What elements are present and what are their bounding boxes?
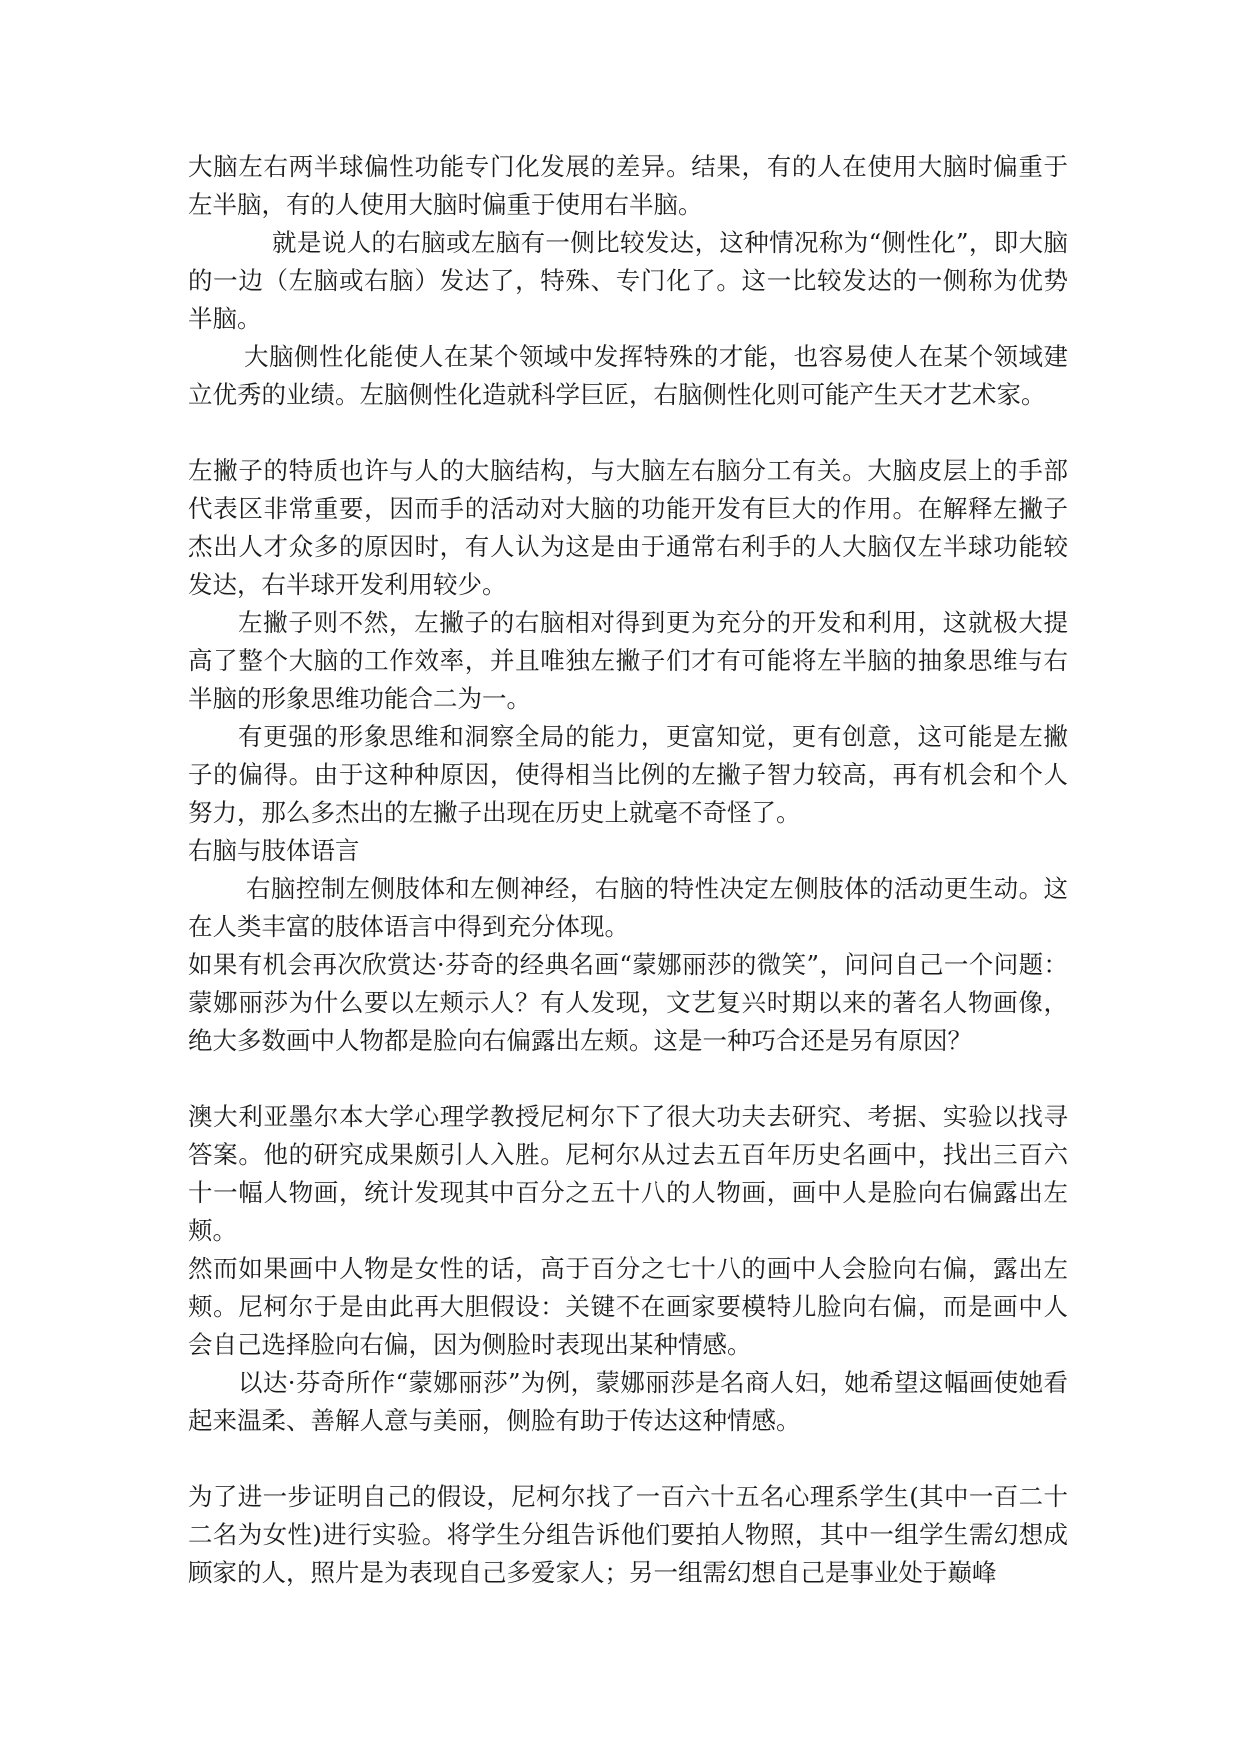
paragraph-7: 右脑控制左侧肢体和左侧神经，右脑的特性决定左侧肢体的活动更生动。这在人类丰富的肢体语言中得到充分体现。	[188, 874, 1068, 941]
paragraph-2: 就是说人的右脑或左脑有一侧比较发达，这种情况称为“侧性化”，即大脑的一边（左脑或右脑）发达了，特殊、专门化了。这一比较发达的一侧称为优势半脑。	[188, 228, 1068, 333]
document-body	[188, 148, 1068, 1592]
paragraph-gap	[188, 1440, 1068, 1478]
paragraph-9: 澳大利亚墨尔本大学心理学教授尼柯尔下了很大功夫去研究、考据、实验以找寻答案。他的研究成果颇引人入胜。尼柯尔从过去五百年历史名画中，找出三百六十一幅人物画，统计发现其中百分之五十八的人物画，画中人是脸向右偏露出左颊。	[188, 1102, 1068, 1245]
paragraph-1: 大脑左右两半球偏性功能专门化发展的差异。结果，有的人在使用大脑时偏重于左半脑，有的人使用大脑时偏重于使用右半脑。	[188, 152, 1068, 219]
section-heading: 右脑与肢体语言	[188, 836, 360, 865]
paragraph-3: 大脑侧性化能使人在某个领域中发挥特殊的才能，也容易使人在某个领域建立优秀的业绩。左脑侧性化造就科学巨匠，右脑侧性化则可能产生天才艺术家。	[188, 342, 1068, 409]
paragraph-4: 左撇子的特质也许与人的大脑结构，与大脑左右脑分工有关。大脑皮层上的手部代表区非常重要，因而手的活动对大脑的功能开发有巨大的作用。在解释左撇子杰出人才众多的原因时，有人认为这是由于通常右利手的人大脑仅左半球功能较发达，右半球开发利用较少。	[188, 456, 1068, 599]
paragraph-gap	[188, 1060, 1068, 1098]
paragraph-11: 以达·芬奇所作“蒙娜丽莎”为例，蒙娜丽莎是名商人妇，她希望这幅画使她看起来温柔、善解人意与美丽，侧脸有助于传达这种情感。	[188, 1368, 1068, 1435]
paragraph-12: 为了进一步证明自己的假设，尼柯尔找了一百六十五名心理系学生(其中一百二十二名为女性)进行实验。将学生分组告诉他们要拍人物照，其中一组学生需幻想成顾家的人，照片是为表现自己多爱家人；另一组需幻想自己是事业处于巅峰	[188, 1482, 1068, 1587]
paragraph-10: 然而如果画中人物是女性的话，高于百分之七十八的画中人会脸向右偏，露出左颊。尼柯尔于是由此再大胆假设：关键不在画家要模特儿脸向右偏，而是画中人会自己选择脸向右偏，因为侧脸时表现出某种情感。	[188, 1254, 1068, 1359]
paragraph-5: 左撇子则不然，左撇子的右脑相对得到更为充分的开发和利用，这就极大提高了整个大脑的工作效率，并且唯独左撇子们才有可能将左半脑的抽象思维与右半脑的形象思维功能合二为一。	[188, 608, 1068, 713]
paragraph-6: 有更强的形象思维和洞察全局的能力，更富知觉，更有创意，这可能是左撇子的偏得。由于这种种原因，使得相当比例的左撇子智力较高，再有机会和个人努力，那么多杰出的左撇子出现在历史上就毫不奇怪了。	[188, 722, 1068, 827]
paragraph-gap	[188, 414, 1068, 452]
paragraph-8: 如果有机会再次欣赏达·芬奇的经典名画“蒙娜丽莎的微笑”，问问自己一个问题：蒙娜丽莎为什么要以左颊示人？有人发现，文艺复兴时期以来的著名人物画像，绝大多数画中人物都是脸向右偏露出左颊。这是一种巧合还是另有原因？	[188, 950, 1068, 1055]
